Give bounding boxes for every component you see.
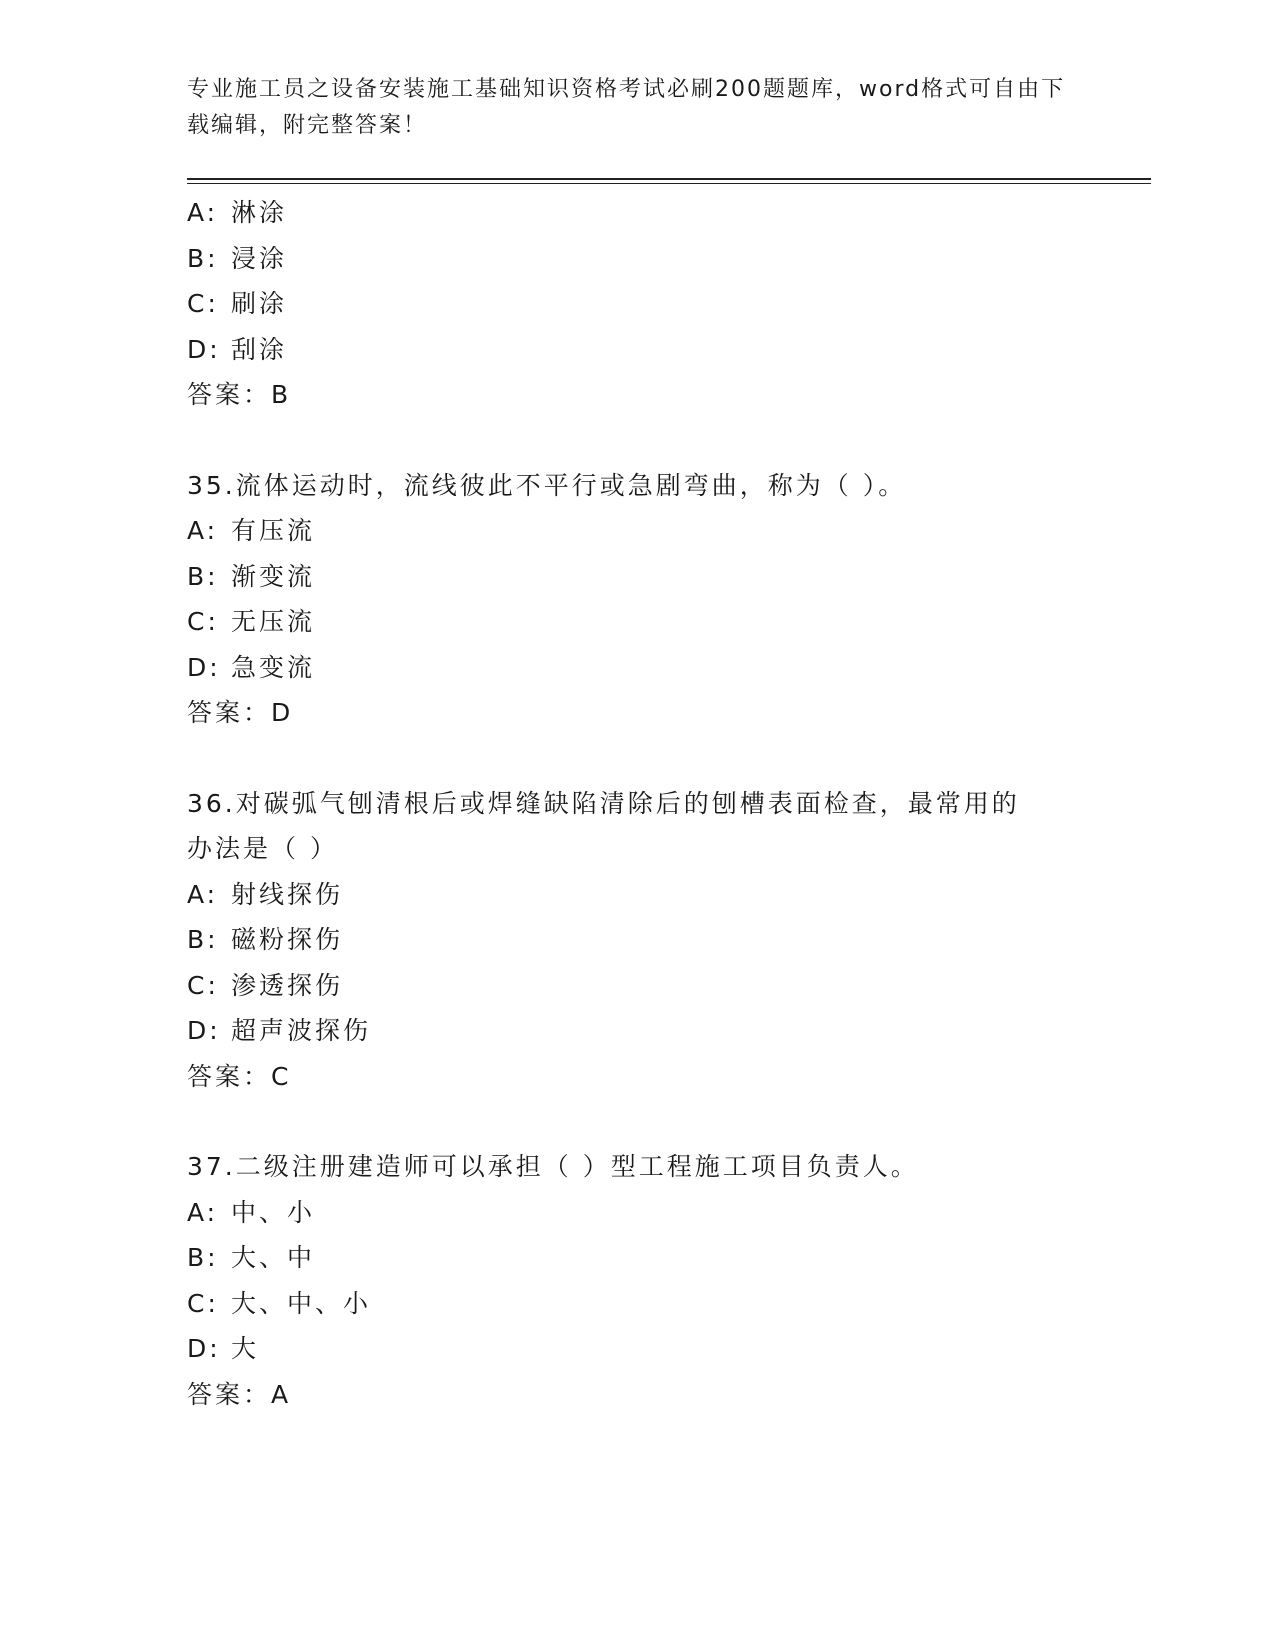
header-divider-thin xyxy=(187,183,1151,184)
option-a xyxy=(187,872,1087,918)
option-c xyxy=(187,599,1087,645)
option-b xyxy=(187,554,1087,600)
option-label: D: xyxy=(187,1334,221,1363)
option-c xyxy=(187,281,1087,327)
previous-question-fragment xyxy=(187,190,1087,418)
option-text: 淋涂 xyxy=(231,198,288,227)
answer: 答案：C xyxy=(187,1061,292,1091)
question-35 xyxy=(187,463,1087,736)
question-36 xyxy=(187,781,1087,1100)
question-content xyxy=(187,190,1087,1417)
option-a xyxy=(187,508,1087,554)
option-text: 有压流 xyxy=(231,516,316,545)
option-text: 中、小 xyxy=(231,1197,316,1227)
option-d xyxy=(187,1326,1087,1372)
option-d xyxy=(187,645,1087,691)
option-label: A: xyxy=(187,1197,219,1227)
option-text: 大、中 xyxy=(231,1243,316,1272)
option-c xyxy=(187,1281,1087,1327)
header-divider xyxy=(187,178,1151,180)
option-c xyxy=(187,963,1087,1009)
option-text: 刷涂 xyxy=(231,289,288,318)
option-text: 渐变流 xyxy=(231,561,316,591)
option-label: D: xyxy=(187,1016,221,1045)
option-text: 超声波探伤 xyxy=(231,1016,372,1045)
option-label: B: xyxy=(187,561,219,591)
question-37 xyxy=(187,1144,1087,1417)
option-label: A: xyxy=(187,879,219,909)
option-b xyxy=(187,236,1087,282)
option-text: 磁粉探伤 xyxy=(231,925,344,954)
option-label: A: xyxy=(187,198,219,227)
option-text: 渗透探伤 xyxy=(231,970,344,1000)
option-text: 无压流 xyxy=(231,607,316,636)
answer: 答案：B xyxy=(187,380,292,409)
option-text: 大 xyxy=(231,1334,260,1363)
option-text: 刮涂 xyxy=(231,334,288,364)
option-label: C: xyxy=(187,607,219,636)
option-b xyxy=(187,917,1087,963)
option-text: 大、中、小 xyxy=(231,1288,372,1318)
option-label: B: xyxy=(187,1243,219,1272)
option-label: D: xyxy=(187,652,221,682)
question-stem: 35.流体运动时，流线彼此不平行或急剧弯曲，称为（ ）。 xyxy=(187,470,907,500)
document-title: 专业施工员之设备安装施工基础知识资格考试必刷200题题库，word格式可自由下载编辑，附完整答案！ xyxy=(187,77,1066,138)
option-label: D: xyxy=(187,334,221,364)
option-label: B: xyxy=(187,243,219,273)
option-a xyxy=(187,190,1087,236)
option-d xyxy=(187,1008,1087,1054)
question-stem: 36.对碳弧气刨清根后或焊缝缺陷清除后的刨槽表面检查，最常用的办法是（ ） xyxy=(187,788,1020,863)
option-text: 急变流 xyxy=(231,652,316,682)
option-text: 射线探伤 xyxy=(231,879,344,909)
option-label: C: xyxy=(187,970,219,1000)
option-label: B: xyxy=(187,925,219,954)
option-label: C: xyxy=(187,1288,219,1318)
option-text: 浸涂 xyxy=(231,243,288,273)
question-stem: 37.二级注册建造师可以承担（ ）型工程施工项目负责人。 xyxy=(187,1152,919,1181)
option-label: C: xyxy=(187,289,219,318)
answer: 答案：D xyxy=(187,698,294,727)
option-label: A: xyxy=(187,516,219,545)
option-b xyxy=(187,1235,1087,1281)
option-d xyxy=(187,327,1087,373)
answer: 答案：A xyxy=(187,1379,292,1409)
option-a xyxy=(187,1190,1087,1236)
